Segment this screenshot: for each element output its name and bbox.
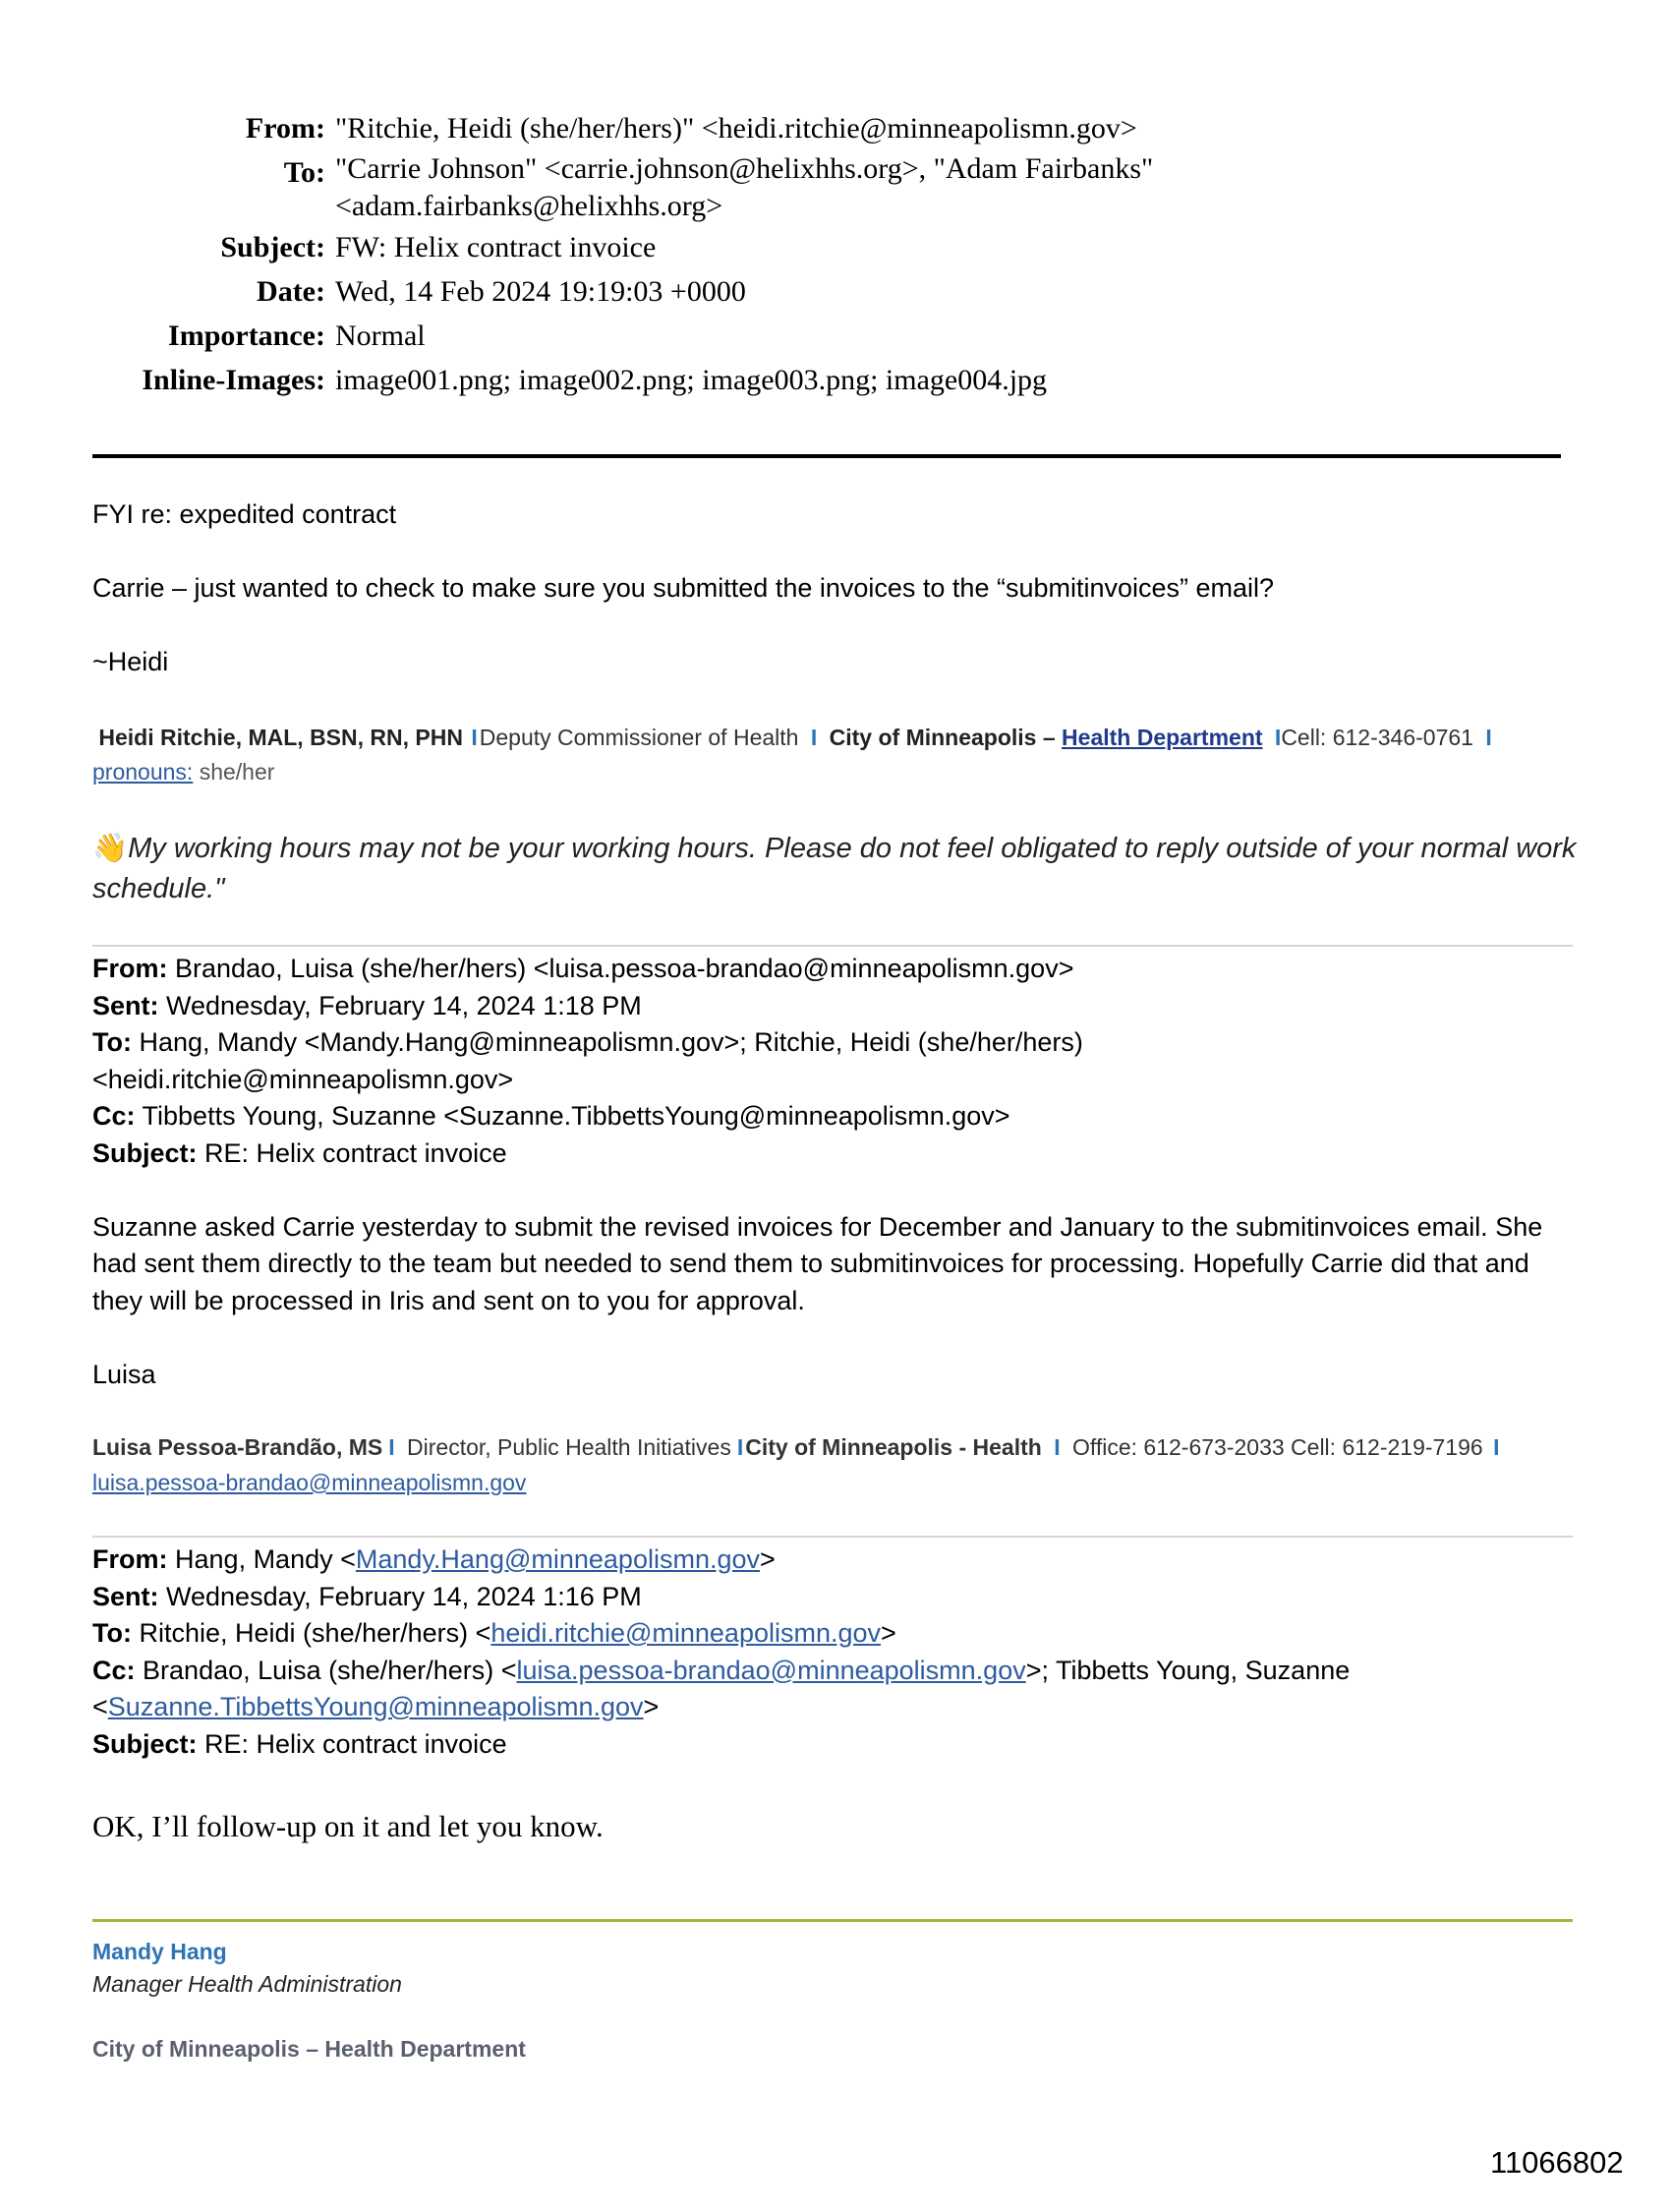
sig-org: City of Minneapolis - Health [745, 1434, 1042, 1460]
body-paragraph: Suzanne asked Carrie yesterday to submit the revised invoices for December and January to the submitinvoices email. She had sent them directly to the team but needed to send them to submitinvoices for processing. Hopefully Carrie did that and they will be processed in Iris and sent on to you for approval. [92, 1211, 1543, 1315]
signature-luisa [92, 1429, 1577, 1500]
header-divider [92, 454, 1561, 458]
message-divider [92, 1536, 1573, 1538]
signature-heidi [92, 721, 1577, 789]
sig-title: Director, Public Health Initiatives [407, 1434, 731, 1460]
header-label: To: [283, 156, 325, 189]
header-value [335, 150, 1279, 225]
cc-value: Tibbetts Young, Suzanne <Suzanne.TibbettsYoung@minneapolismn.gov> [142, 1101, 1010, 1131]
bracket: > [881, 1618, 896, 1648]
sent-value: Wednesday, February 14, 2024 1:16 PM [166, 1581, 642, 1611]
heidi-email-link[interactable]: heidi.ritchie@minneapolismn.gov [490, 1618, 882, 1648]
sig-org: City of Minneapolis – Health Department [92, 2036, 526, 2062]
header-value: FW: Helix contract invoice [335, 231, 657, 263]
bracket: < [92, 1692, 108, 1721]
sent-label: Sent: [92, 990, 159, 1020]
separator: I [471, 725, 478, 750]
separator: I [736, 1434, 744, 1460]
separator: I [1054, 1434, 1061, 1460]
header-value: Normal [335, 320, 426, 352]
header-label: From: [245, 112, 325, 145]
sig-name: Luisa Pessoa-Brandão, MS [92, 1434, 383, 1460]
body-line: Carrie – just wanted to check to make sure you submitted the invoices to the “submitinvoices” email? [92, 573, 1275, 603]
to-label: To: [92, 1618, 132, 1648]
luisa-email-link[interactable]: luisa.pessoa-brandao@minneapolismn.gov [516, 1655, 1026, 1685]
from-label: From: [92, 1544, 168, 1574]
separator: I [388, 1434, 395, 1460]
separator: I [1274, 725, 1282, 750]
signoff: Luisa [92, 1359, 156, 1389]
header-value-line: <adam.fairbanks@helixhhs.org> [335, 190, 723, 222]
message-3 [92, 1542, 1577, 1763]
message-2 [92, 951, 1577, 1393]
cc-name: Brandao, Luisa (she/her/hers) < [143, 1655, 517, 1685]
pronouns-link[interactable]: pronouns: [92, 759, 194, 785]
working-hours-note [92, 829, 1577, 909]
from-name: Hang, Mandy < [175, 1544, 356, 1574]
email-header [0, 106, 1671, 402]
sent-label: Sent: [92, 1581, 159, 1611]
reply-text: OK, I’ll follow-up on it and let you know. [92, 1809, 604, 1843]
to-label: To: [92, 1027, 132, 1057]
header-label: Importance: [168, 320, 325, 352]
separator: I [1493, 1434, 1500, 1460]
health-department-link[interactable]: Health Department [1062, 725, 1263, 750]
sig-name: Mandy Hang [92, 1939, 227, 1964]
note-text: My working hours may not be your working hours. Please do not feel obligated to reply outside of your normal work schedule." [92, 833, 1577, 904]
header-value: Wed, 14 Feb 2024 19:19:03 +0000 [335, 275, 746, 308]
header-row-from [0, 106, 1671, 150]
message-body-1 [92, 496, 1577, 681]
header-label: Date: [257, 275, 325, 308]
body-line: ~Heidi [92, 647, 169, 676]
separator: I [1485, 725, 1492, 750]
to-value: Hang, Mandy <Mandy.Hang@minneapolismn.gov>; Ritchie, Heidi (she/her/hers) [139, 1027, 1083, 1057]
subject-value: RE: Helix contract invoice [204, 1137, 507, 1168]
header-label: Subject: [220, 231, 325, 263]
sig-title: Manager Health Administration [92, 1971, 402, 1997]
cc-label: Cc: [92, 1655, 136, 1685]
header-row-date [0, 269, 1671, 314]
header-row-subject [0, 225, 1671, 269]
to-name: Ritchie, Heidi (she/her/hers) < [139, 1618, 491, 1648]
sig-title: Deputy Commissioner of Health [479, 725, 799, 750]
sig-cell: Cell: 612-346-0761 [1281, 725, 1473, 750]
header-row-inline-images [0, 358, 1671, 402]
document-number: 11066802 [1490, 2145, 1624, 2180]
to-value-cont: <heidi.ritchie@minneapolismn.gov> [92, 1064, 514, 1094]
subject-value: RE: Helix contract invoice [204, 1728, 507, 1759]
sig-name: Heidi Ritchie, MAL, BSN, RN, PHN [98, 725, 463, 750]
header-value-line: "Carrie Johnson" <carrie.johnson@helixhhs.org>, "Adam Fairbanks" [335, 152, 1154, 185]
header-label: Inline-Images: [142, 364, 325, 396]
bracket: > [643, 1692, 660, 1721]
sent-value: Wednesday, February 14, 2024 1:18 PM [166, 990, 642, 1020]
header-value: "Ritchie, Heidi (she/her/hers)" <heidi.ritchie@minneapolismn.gov> [335, 112, 1137, 145]
subject-label: Subject: [92, 1137, 198, 1168]
from-label: From: [92, 954, 168, 983]
sig-phones: Office: 612-673-2033 Cell: 612-219-7196 [1071, 1434, 1483, 1460]
header-row-to [0, 150, 1671, 225]
signature-divider [92, 1919, 1573, 1922]
header-value: image001.png; image002.png; image003.png; image004.jpg [335, 364, 1048, 396]
message-divider [92, 945, 1573, 947]
sig-org: City of Minneapolis – [829, 725, 1056, 750]
luisa-email-link[interactable]: luisa.pessoa-brandao@minneapolismn.gov [92, 1470, 527, 1495]
mandy-email-link[interactable]: Mandy.Hang@minneapolismn.gov [355, 1544, 760, 1574]
waving-hand-icon: 👋 [92, 833, 129, 864]
body-line: FYI re: expedited contract [92, 499, 397, 529]
header-row-importance [0, 314, 1671, 358]
pronouns-value: she/her [199, 759, 275, 785]
bracket: > [760, 1544, 776, 1574]
cc-label: Cc: [92, 1101, 136, 1131]
cc-mid: >; Tibbetts Young, Suzanne [1025, 1655, 1351, 1685]
suzanne-email-link[interactable]: Suzanne.TibbettsYoung@minneapolismn.gov [107, 1692, 644, 1721]
from-value: Brandao, Luisa (she/her/hers) <luisa.pessoa-brandao@minneapolismn.gov> [175, 954, 1074, 983]
separator: I [810, 725, 818, 750]
subject-label: Subject: [92, 1728, 198, 1759]
